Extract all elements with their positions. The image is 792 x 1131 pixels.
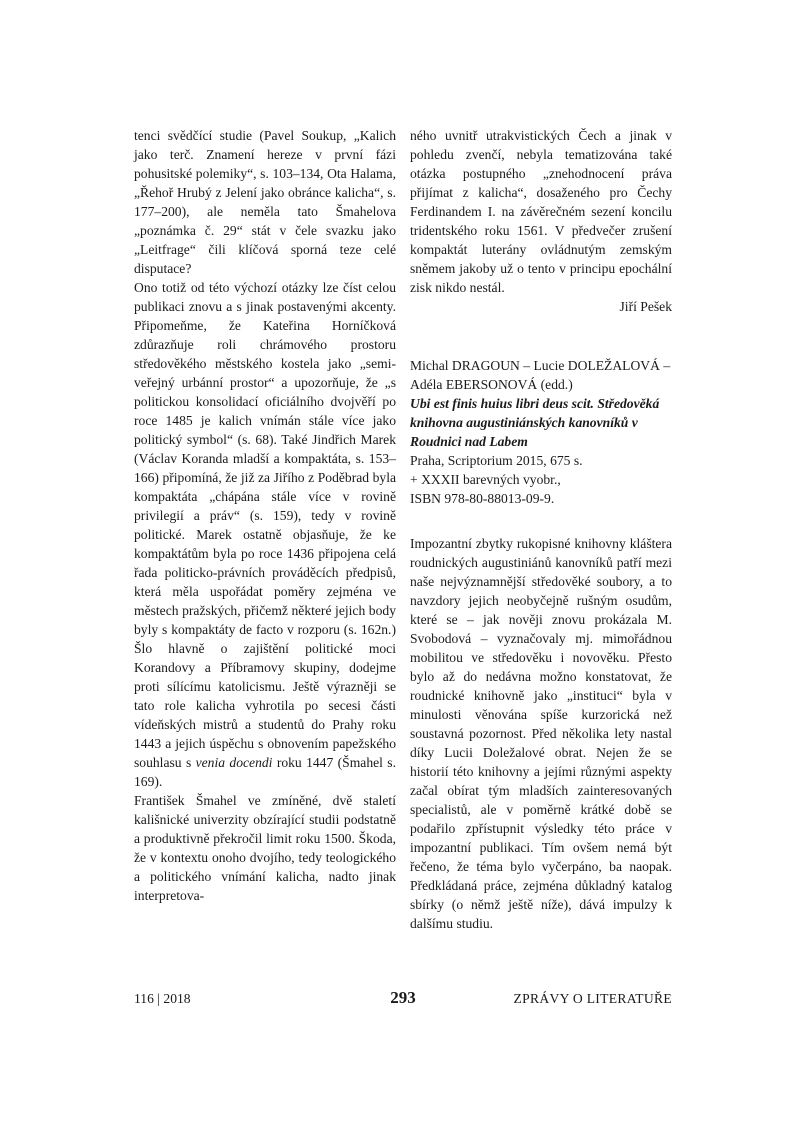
page-number: 293	[390, 988, 416, 1007]
section-title: ZPRÁVY O LITERATUŘE	[513, 991, 672, 1006]
page-footer	[134, 988, 672, 1011]
review-extent: + XXXII barevných vyobr.,	[410, 472, 561, 487]
paragraph-text: roku 1447 (Šmahel s. 169).	[134, 755, 396, 789]
paragraph: František Šmahel ve zmíněné, dvě staletí kališnické univerzity obzírající studii podstatně a produktivně překročil limit roku 1500. Škoda, že v kontextu onoho dvojího, tedy teologického a politického vnímání kalicha, nadto jinak interpretova-	[134, 793, 396, 903]
paragraph-text: Ono totiž od této výchozí otázky lze číst celou publikaci znovu a s jinak postavenými akcenty. Připomeňme, že Kateřina Horníčková zdůrazňuje roli chrámového prostoru středověkého městského kostela jako „semi-veřejný urbánní prostor“ a upozorňuje, že „s politickou konsolidací oficiálního dvojvěří po roce 1485 je kalich vnímán stále více jako politický symbol“ (s. 68). Také Jindřich Marek (Václav Koranda mladší a kompaktáta, s. 153–166) připomíná, že již za Jiřího z Poděbrad byla kompaktáta „chápána stále více v rovině privilegií a práv“ (s. 159), tedy v rovině politické. Marek ostatně objasňuje, že ke kompaktátům byla po roce 1436 připojena celá řada politicko-právních prováděcích předpisů, která měla uspořádat poměry zejména ve městech pražských, přičemž některé jejich body byly s kompaktáty de facto v rozporu (s. 162n.) Šlo hlavně o zajištění politické moci Korandovy a Příbramovy skupiny, dodejme proti sílícímu katolicismu. Ještě výrazněji se tato role kalicha vyhrotila po secesi části vídeňských mistrů a studentů do Prahy roku 1443 a jejich úspěchu s obnovením papežského souhlasu s	[134, 280, 396, 770]
paragraph: ného uvnitř utrakvistických Čech a jinak v pohledu zvenčí, nebyla tematizována také otázka postupného „znehodnocení práva přijímat z kalicha“, dosaženého pro Čechy Ferdinandem I. na závěrečném sezení koncilu tridentského roku 1561. V předvečer zrušení kompaktát luterány ovládnutým zemským sněmem jakoby už o tento v principu epochální zisk nikdo nestál.	[410, 128, 672, 295]
left-column	[134, 126, 396, 905]
paragraph	[134, 278, 396, 791]
review-isbn: ISBN 978-80-88013-09-9.	[410, 491, 555, 506]
paragraph: tenci svědčící studie (Pavel Soukup, „Kalich jako terč. Znamení hereze v první fázi pohusitské polemiky“, s. 103–134, Ota Halama, „Řehoř Hrubý z Jelení jako obránce kalicha“, s. 177–200), ale neměla tato Šmahelova „poznámka č. 29“ stát v čele svazku jako „Leitfrage“ čili klíčová sporná teze celé disputace?	[134, 128, 396, 276]
right-column	[410, 126, 672, 933]
review-book-title: Ubi est finis huius libri deus scit. Středověká knihovna augustiniánských kanovníků v Roudnici nad Labem	[410, 396, 660, 449]
italic-term: venia docendi	[195, 755, 273, 770]
author-signature: Jiří Pešek	[619, 299, 672, 314]
review-publisher: Praha, Scriptorium 2015, 675 s.	[410, 453, 583, 468]
issue-label: 116 | 2018	[134, 991, 191, 1006]
review-heading	[410, 356, 672, 508]
review-authors: Michal DRAGOUN – Lucie DOLEŽALOVÁ – Adéla EBERSONOVÁ (edd.)	[410, 358, 671, 392]
paragraph: Impozantní zbytky rukopisné knihovny kláštera roudnických augustiniánů kanovníků patří mezi naše nejvýznamnější středověké soubory, a to navzdory jejich neobyčejně rušným osudům, které se – jak nověji znovu prokázala M. Svobodová – vyznačovaly mj. mimořádnou mobilitou ve středověku i novověku. Přesto bylo až do nedávna možno konstatovat, že roudnické knihovně jako „instituci“ byla v minulosti věnována spíše kurzorická než soustavná pozornost. Před několika lety nastal díky Lucii Doležalové obrat. Nejen že se historií této knihovny a jejími různými aspekty začal obírat tým mladších zainteresovaných specialistů, ale v poměrně krátké době se podařilo zpřístupnit výsledky této práce v impozantní publikaci. Tím ovšem nemá být řečeno, že téma bylo vyčerpáno, ba naopak. Předkládaná práce, zejména důkladný katalog sbírky (o němž ještě níže), dává impulzy k dalšímu studiu.	[410, 536, 672, 931]
